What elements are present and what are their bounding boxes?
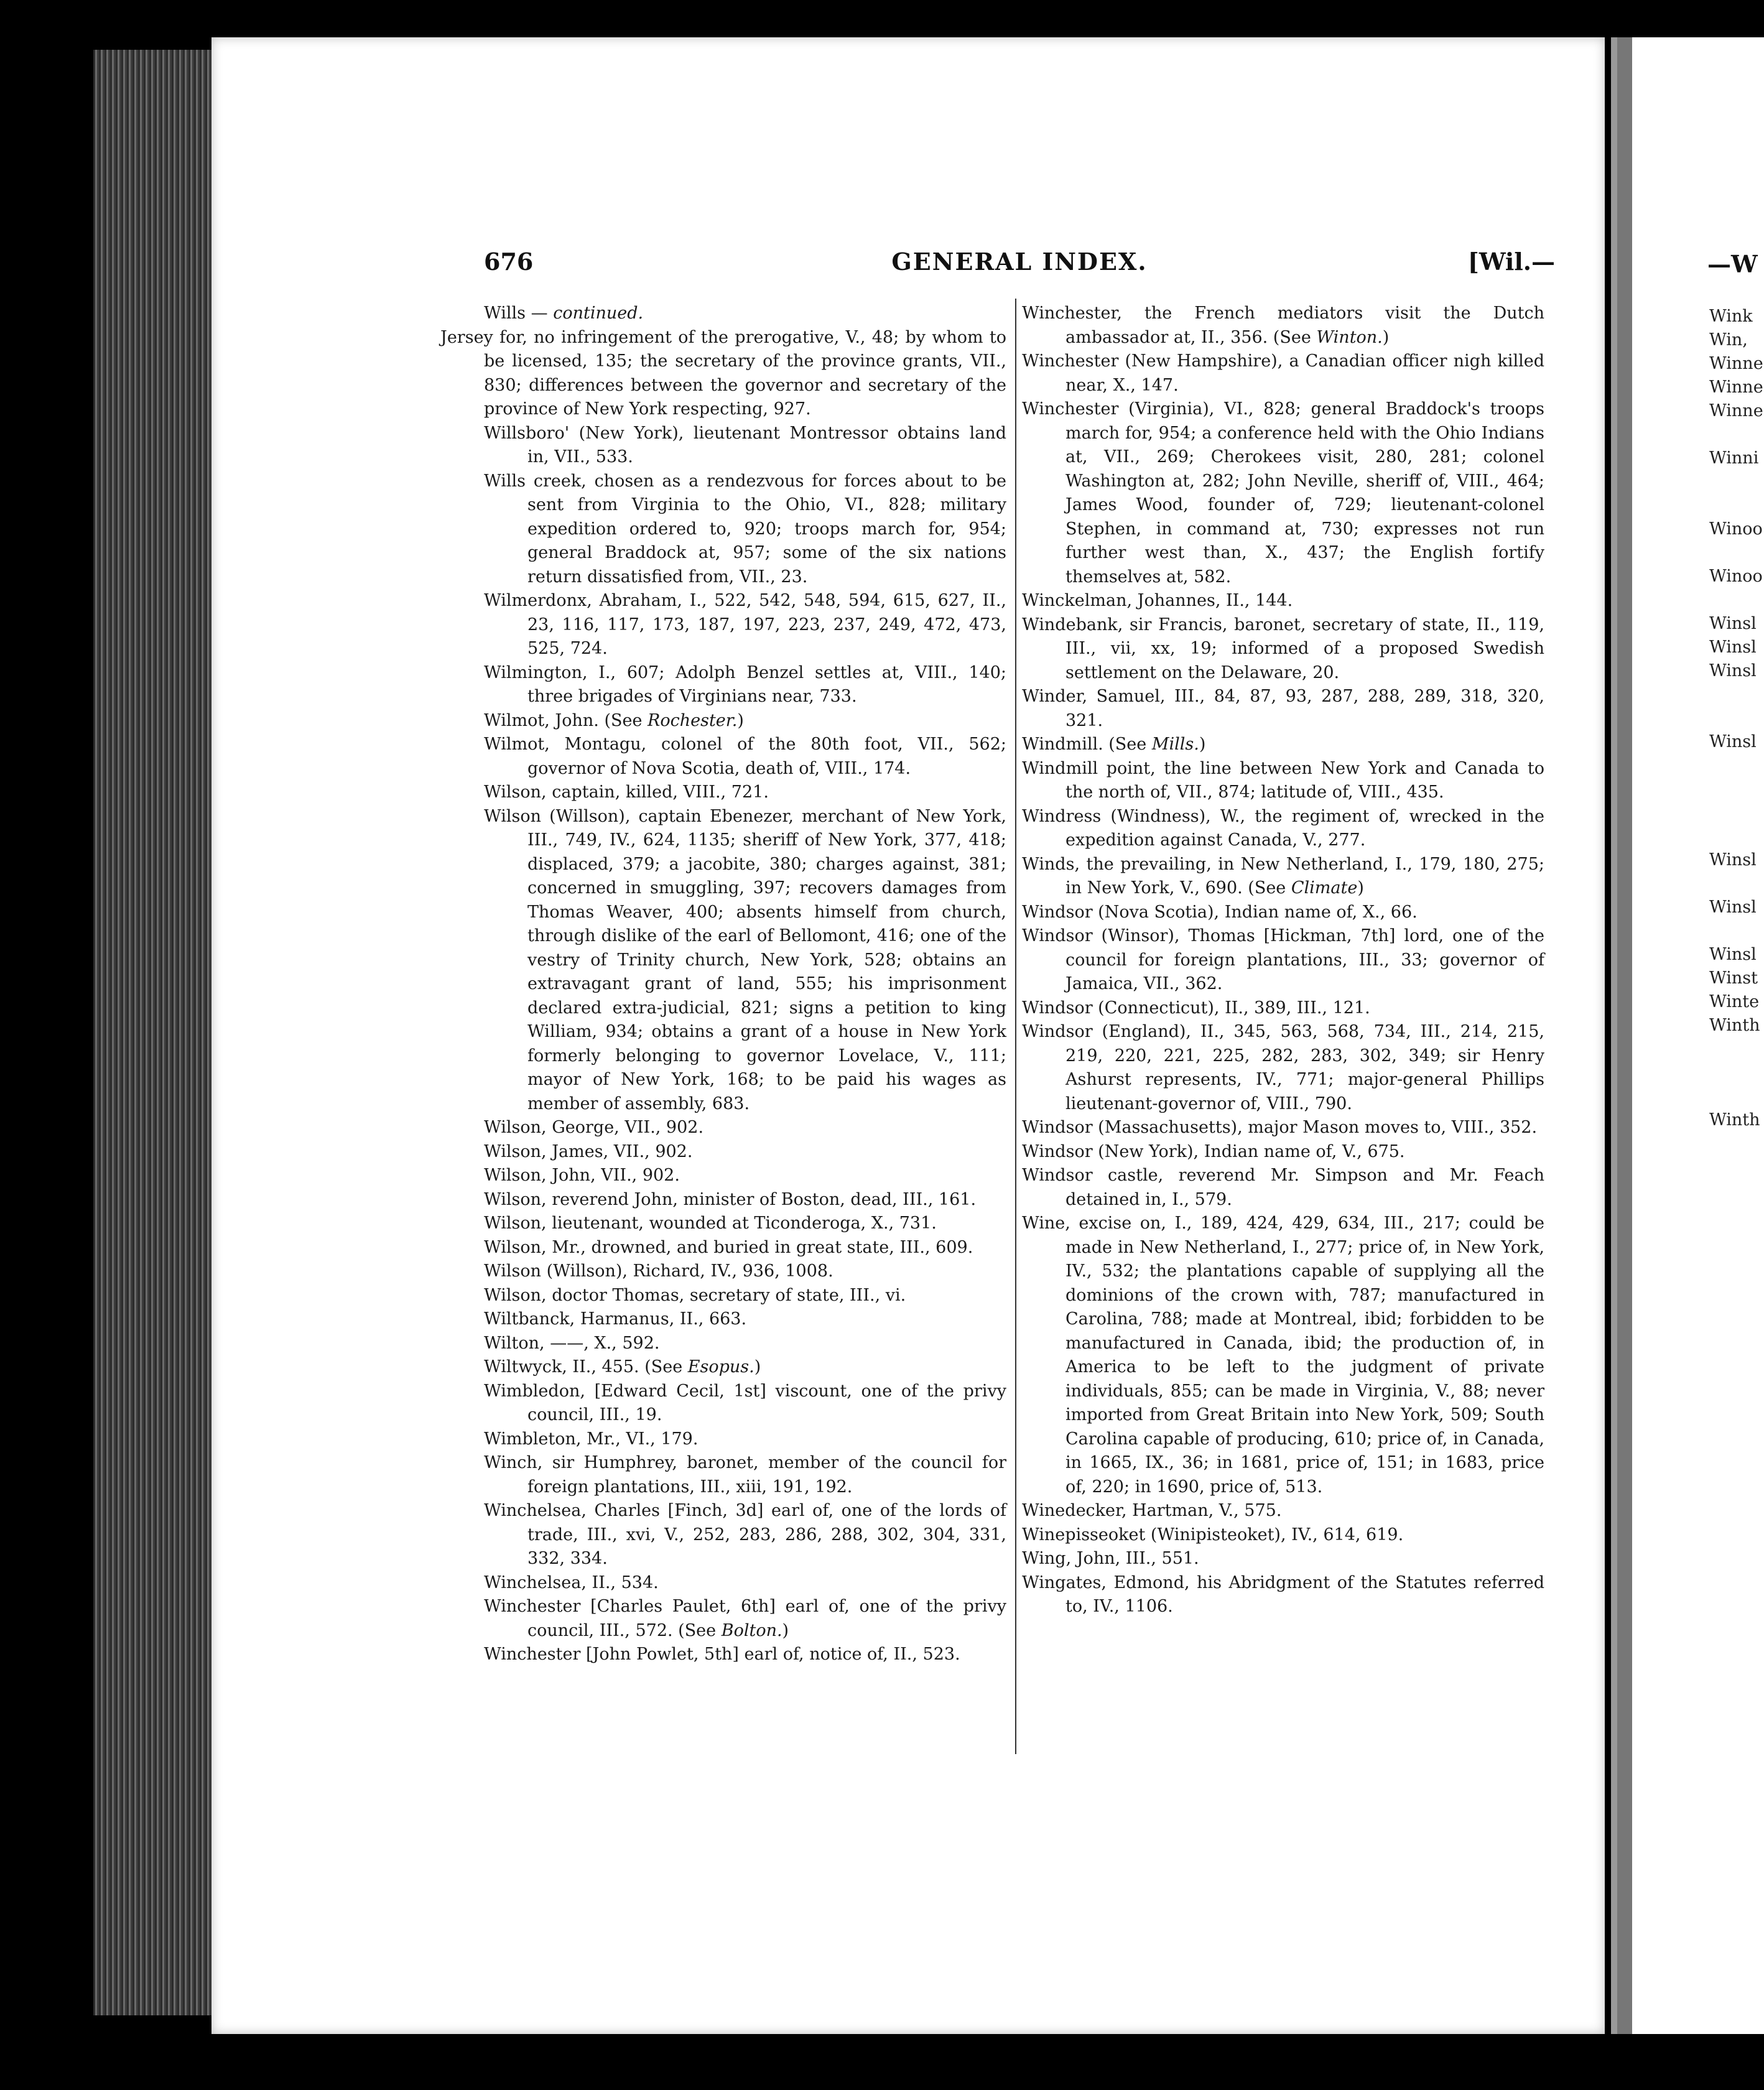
index-entry — [1022, 1020, 1544, 1116]
index-entry — [484, 1571, 1006, 1595]
entry-head: Wilson, George, — [484, 1118, 625, 1137]
index-entry — [484, 1140, 1006, 1164]
facing-page-entries — [1709, 305, 1763, 1132]
entry-head: Wilson, — [484, 1214, 552, 1233]
index-entry — [484, 1428, 1006, 1452]
facing-entry: Winsl — [1709, 661, 1757, 680]
index-range: [Wil.— — [1467, 248, 1555, 276]
entry-text: sir Humphrey, baronet, member of the council for foreign plantations, III., xiii, 191, 192. — [527, 1453, 1007, 1497]
entry-head: Winchester — [484, 1597, 591, 1616]
entry-tail: ) — [754, 1357, 761, 1377]
index-entry — [1022, 853, 1544, 901]
entry-text: lieutenant Montressor obtains land in, VII., 533. — [527, 423, 1006, 467]
index-entry — [1022, 1164, 1544, 1212]
entry-head: Winckelman, Johannes, — [1022, 591, 1226, 610]
entry-text: lieutenant, wounded at Ticonderoga, X., 731. — [552, 1214, 937, 1233]
entry-ital: Climate — [1291, 878, 1358, 898]
entry-text: II., 144. — [1226, 591, 1293, 610]
entry-head: Windsor (Massachusetts), — [1022, 1118, 1248, 1137]
index-entry — [1022, 1523, 1544, 1548]
entry-head: Windmill point, — [1022, 758, 1164, 778]
index-entry — [1022, 733, 1544, 757]
entry-head: Winchelsea, — [484, 1501, 595, 1520]
facing-entry — [1709, 825, 1763, 848]
index-entry — [484, 661, 1006, 709]
index-entry — [484, 709, 1006, 733]
page-number: 676 — [484, 248, 534, 276]
index-entry — [484, 1355, 1006, 1380]
facing-entry: Winth — [1709, 1016, 1760, 1035]
entry-text: [John Powlet, 5th] earl of, notice of, II., 523. — [585, 1645, 960, 1664]
index-entry — [484, 1451, 1006, 1499]
entry-text: (See — [1108, 735, 1152, 754]
facing-entry — [1709, 423, 1763, 447]
facing-entry: Winne — [1709, 354, 1763, 373]
facing-entry — [1709, 872, 1763, 896]
index-entry — [440, 326, 1006, 422]
index-entry — [484, 1212, 1006, 1236]
facing-entry — [1709, 1038, 1763, 1061]
facing-entry: Winoo — [1709, 519, 1763, 539]
index-entry — [1022, 901, 1544, 925]
entry-text: (See — [604, 710, 648, 730]
entry-tail: ) — [737, 710, 744, 730]
facing-entry — [1709, 1085, 1763, 1108]
entry-head: Windmill. — [1022, 735, 1109, 754]
index-entry — [1022, 685, 1544, 733]
entry-head: Willsboro' (New York), — [484, 423, 694, 443]
entry-ital: Rochester. — [648, 710, 738, 730]
entry-text: reverend John, minister of Boston, dead, III., 161. — [552, 1189, 977, 1209]
entry-text: Thomas [Hickman, 7th] lord, one of the council for foreign plantations, III., 33; governor of Jamaica, VII., 362. — [1065, 926, 1544, 993]
entry-text: Jersey for, no infringement of the prerogative, V., 48; by whom to be licensed, 135; the secretary of the province grants, VII., 830; differences between the governor and secretary of the province of New York respecting, 927. — [440, 327, 1006, 419]
entry-text: major Mason moves to, VIII., 352. — [1248, 1118, 1538, 1137]
entry-text: his Abridgment of the Statutes referred to, IV., 1106. — [1065, 1572, 1544, 1616]
facing-entry — [1709, 683, 1763, 707]
facing-entry — [1709, 754, 1763, 778]
index-entry — [484, 302, 1006, 326]
entry-head: Wimbleton, — [484, 1429, 587, 1449]
entry-head: Wing, John, — [1022, 1549, 1126, 1568]
index-entry — [1022, 397, 1544, 589]
facing-entry: Winst — [1709, 968, 1758, 988]
entry-head: Wilson, — [484, 1285, 552, 1305]
facing-entry — [1709, 801, 1763, 825]
entry-text: Indian name of, X., 66. — [1224, 902, 1418, 922]
entry-text: captain, killed, VIII., 721. — [552, 783, 769, 802]
entry-ital: Mills. — [1151, 735, 1199, 754]
facing-entry: Winoo — [1709, 567, 1763, 586]
facing-entry: Winni — [1709, 448, 1759, 468]
index-entry — [484, 1499, 1006, 1571]
entry-text: Charles [Finch, 3d] earl of, one of the lords of trade, III., xvi, V., 252, 283, 286, 288, 302, 304, 331, 332, 334. — [527, 1501, 1006, 1568]
entry-head: Winepisseoket (Winipisteoket), — [1022, 1525, 1292, 1544]
index-entry — [484, 1643, 1006, 1667]
index-column-right — [1022, 302, 1544, 1619]
entry-head: Windress (Windness), W., — [1022, 806, 1255, 826]
entry-head: Wimbledon, — [484, 1381, 595, 1401]
index-entry — [1022, 924, 1544, 996]
entry-text: Indian name of, V., 675. — [1204, 1141, 1405, 1161]
facing-entry — [1709, 470, 1763, 494]
entry-head: Wilmot, John. — [484, 710, 605, 730]
entry-tail: ) — [782, 1620, 789, 1640]
entry-head: Windsor (Winsor), — [1022, 926, 1189, 945]
entry-head: Wilson, — [484, 783, 552, 802]
entry-text: Mr., drowned, and buried in great state, III., 609. — [552, 1237, 973, 1257]
entry-head: Winchester, — [1022, 304, 1144, 323]
entry-head: Wiltbanck, Harmanus, — [484, 1309, 680, 1329]
facing-page-header: —W — [1707, 250, 1758, 278]
index-entry — [484, 1284, 1006, 1308]
facing-entry: Winth — [1709, 1110, 1760, 1130]
entry-head: Wilson (Willson), — [484, 806, 639, 826]
facing-entry — [1709, 541, 1763, 565]
entry-head: Winchester (Virginia), — [1022, 399, 1225, 419]
index-entry — [484, 1307, 1006, 1332]
entry-head: Windsor (New York), — [1022, 1141, 1204, 1161]
entry-text: II., 663. — [679, 1309, 747, 1329]
entry-text: [Edward Cecil, 1st] viscount, one of the privy council, III., 19. — [527, 1381, 1006, 1424]
entry-text: a Canadian officer nigh killed near, X., 147. — [1065, 351, 1544, 395]
entry-head: Windsor (England), — [1022, 1022, 1200, 1041]
index-entry — [484, 1188, 1006, 1212]
entry-tail: ) — [1382, 327, 1390, 347]
entry-head: Winds, — [1022, 854, 1087, 874]
entry-ital: continued. — [553, 304, 644, 323]
entry-text: III., 84, 87, 93, 287, 288, 289, 318, 320, 321. — [1065, 687, 1544, 730]
entry-text: chosen as a rendezvous for forces about to be sent from Virginia to the Ohio, VI., 828; military expedition ordered to, 920; troops march for, 954; general Braddock at, 957; some of the six nations return dissatisfied from, VII., 23. — [527, 471, 1006, 587]
entry-head: Wills creek, — [484, 471, 595, 491]
entry-head: Wilmerdonx, Abraham, — [484, 591, 690, 610]
entry-text: captain Ebenezer, merchant of New York, III., 749, IV., 624, 1135; sheriff of New York, 377, 418; displaced, 379; a jacobite, 380; charges against, 381; concerned in smuggling, 397; recovers damages from Thomas Weaver, 400; absents himself from church, through dislike of the earl of Bellomont, 416; one of the vestry of Trinity church, New York, 528; obtains an extravagant grant of land, 555; his imprisonment declared extra-judicial, 821; signs a petition to king William, 934; obtains a grant of a house in New York formerly belonging to governor Lovelace, V., 111; mayor of New York, 168; to be paid his wages as member of assembly, 683. — [527, 806, 1006, 1113]
entry-head: Wilmington, — [484, 662, 599, 682]
book-page-edge — [93, 50, 230, 2015]
entry-head: Winedecker, Hartman, — [1022, 1501, 1219, 1520]
facing-entry — [1709, 588, 1763, 612]
facing-entry: Winne — [1709, 401, 1763, 420]
entry-text: the French mediators visit the Dutch ambassador at, II., 356. (See — [1065, 304, 1544, 347]
entry-text: the prevailing, in New Netherland, I., 179, 180, 275; in New York, V., 690. (See — [1065, 854, 1544, 898]
index-column-left — [440, 302, 1007, 1667]
index-entry — [484, 805, 1006, 1117]
entry-head: Windsor castle, — [1022, 1166, 1179, 1185]
entry-ital: Esopus. — [687, 1357, 754, 1377]
entry-text: the regiment of, wrecked in the expedition against Canada, V., 277. — [1065, 806, 1544, 850]
entry-head: Windsor (Nova Scotia), — [1022, 902, 1225, 922]
entry-head: Wills — — [484, 304, 554, 323]
index-entry — [1022, 805, 1544, 853]
facing-entry: Winte — [1709, 992, 1760, 1011]
entry-head: Wilson (Willson), — [484, 1261, 633, 1281]
entry-head: Winchester — [484, 1645, 586, 1664]
facing-entry: Winne — [1709, 378, 1763, 397]
entry-tail: ) — [1357, 878, 1364, 898]
entry-head: Winder, Samuel, — [1022, 687, 1174, 706]
page-header — [484, 248, 1555, 285]
index-entry — [1022, 1499, 1544, 1523]
index-entry — [1022, 613, 1544, 685]
entry-text: V., 575. — [1219, 1501, 1282, 1520]
index-entry — [1022, 1212, 1544, 1499]
index-entry — [1022, 757, 1544, 805]
facing-entry — [1709, 919, 1763, 943]
index-entry — [1022, 589, 1544, 613]
entry-text: II., 389, III., 121. — [1225, 998, 1370, 1018]
entry-text: III., 551. — [1125, 1549, 1199, 1568]
index-entry — [484, 422, 1006, 470]
index-entry — [484, 1260, 1006, 1284]
entry-head: Wilmot, Montagu, — [484, 735, 662, 754]
entry-tail: ) — [1199, 735, 1206, 754]
index-entry — [1022, 1571, 1544, 1619]
entry-text: VII., 902. — [601, 1166, 680, 1185]
index-entry — [484, 1380, 1006, 1428]
index-entry — [484, 1595, 1006, 1643]
index-entry — [484, 1236, 1006, 1260]
entry-head: Winch, — [484, 1453, 552, 1472]
index-entry — [484, 1164, 1006, 1188]
entry-head: Wilson, — [484, 1189, 552, 1209]
entry-text: excise on, I., 189, 424, 429, 634, III., 217; could be made in New Netherland, I., 277; price of, in New York, IV., 532; the plantations capable of supplying all the dominions of the crown with, 787; manufactured in Carolina, 788; made at Montreal, ibid; forbidden to be manufactured in Canada, ibid; the production of, in America to be left to the judgment of private individuals, 855; can be made in Virginia, V., 88; never imported from Great Britain into New York, 509; South Carolina capable of producing, 610; price of, in Canada, in 1665, IX., 36; in 1681, price of, 151; in 1683, price of, 220; in 1690, price of, 513. — [1065, 1214, 1544, 1497]
entry-text: Richard, IV., 936, 1008. — [633, 1261, 833, 1281]
entry-text: [Charles Paulet, 6th] earl of, one of the privy council, III., 572. (See — [527, 1597, 1007, 1640]
index-entry — [1022, 996, 1544, 1021]
entry-head: Wingates, Edmond, — [1022, 1572, 1197, 1592]
entry-text: IV., 614, 619. — [1291, 1525, 1404, 1544]
index-entry — [484, 733, 1006, 781]
facing-entry: Win, — [1709, 330, 1748, 350]
column-divider — [1015, 299, 1016, 1754]
entry-head: Wine, — [1022, 1214, 1079, 1233]
entry-head: Wilson, — [484, 1237, 552, 1257]
entry-text: VII., 902. — [624, 1118, 704, 1137]
index-entry — [484, 589, 1006, 661]
index-entry — [1022, 350, 1544, 397]
entry-text: reverend Mr. Simpson and Mr. Feach detained in, I., 579. — [1065, 1166, 1545, 1209]
entry-head: Windebank, — [1022, 615, 1130, 634]
facing-entry: Winsl — [1709, 850, 1757, 870]
index-entry — [1022, 1116, 1544, 1140]
entry-text: I., 607; Adolph Benzel settles at, VIII., 140; three brigades of Virginians near, 733. — [527, 662, 1006, 706]
entry-head: Wiltwyck, — [484, 1357, 573, 1377]
entry-head: Wilton, ——, — [484, 1333, 595, 1353]
index-entry — [484, 470, 1006, 590]
facing-entry: Winsl — [1709, 945, 1757, 964]
entry-head: Winchester (New Hampshire), — [1022, 351, 1289, 371]
entry-head: Windsor (Connecticut), — [1022, 998, 1225, 1018]
entry-head: Wilson, James, — [484, 1141, 614, 1161]
index-entry — [1022, 302, 1544, 350]
facing-entry — [1709, 778, 1763, 801]
entry-text: Mr., VI., 179. — [587, 1429, 699, 1449]
entry-text: II., 345, 563, 568, 734, III., 214, 215, 219, 220, 221, 225, 282, 283, 302, 349; sir Henry Ashurst represents, IV., 771; major-general Phillips lieutenant-governor of, VIII., 790. — [1065, 1022, 1544, 1113]
facing-entry: Winsl — [1709, 898, 1757, 917]
facing-entry — [1709, 707, 1763, 730]
page-title: GENERAL INDEX. — [891, 248, 1148, 276]
entry-head: Wilson, John, — [484, 1166, 601, 1185]
facing-entry — [1709, 494, 1763, 518]
entry-text: II., 534. — [592, 1572, 659, 1592]
entry-text: VI., 828; general Braddock's troops march for, 954; a conference held with the Ohio Indians at, VII., 269; Cherokees visit, 280, 281; colonel Washington at, 282; John Neville, sheriff of, VIII., 464; James Wood, founder of, 729; lieutenant-colonel Stephen, in command at, 730; expresses not run further west than, X., 437; the English fortify themselves at, 582. — [1065, 399, 1544, 587]
entry-text: doctor Thomas, secretary of state, III., vi. — [552, 1285, 906, 1305]
entry-ital: Bolton. — [721, 1620, 782, 1640]
index-entry — [1022, 1547, 1544, 1571]
facing-entry — [1709, 1061, 1763, 1085]
index-entry — [484, 781, 1006, 805]
facing-entry: Winsl — [1709, 614, 1757, 633]
index-entry — [484, 1332, 1006, 1356]
facing-entry: Winsl — [1709, 732, 1757, 751]
index-entry — [484, 1116, 1006, 1140]
entry-text: sir Francis, baronet, secretary of state, II., 119, III., vii, xx, 19; informed of a proposed Swedish settlement on the Delaware, 20. — [1065, 615, 1544, 682]
facing-entry: Wink — [1709, 307, 1753, 326]
entry-ital: Winton. — [1316, 327, 1383, 347]
entry-text: colonel of the 80th foot, VII., 562; governor of Nova Scotia, death of, VIII., 174. — [527, 735, 1007, 778]
entry-text: II., 455. (See — [572, 1357, 688, 1377]
entry-text: X., 592. — [594, 1333, 660, 1353]
entry-text: the line between New York and Canada to the north of, VII., 874; latitude of, VIII., 435. — [1065, 758, 1544, 802]
index-entry — [1022, 1140, 1544, 1164]
entry-text: I., 522, 542, 548, 594, 615, 627, II., 23, 116, 117, 173, 187, 197, 223, 237, 249, 472, 473, 525, 724. — [527, 591, 1006, 658]
entry-head: Winchelsea, — [484, 1572, 592, 1592]
facing-entry: Winsl — [1709, 638, 1757, 657]
entry-text: VII., 902. — [613, 1141, 693, 1161]
